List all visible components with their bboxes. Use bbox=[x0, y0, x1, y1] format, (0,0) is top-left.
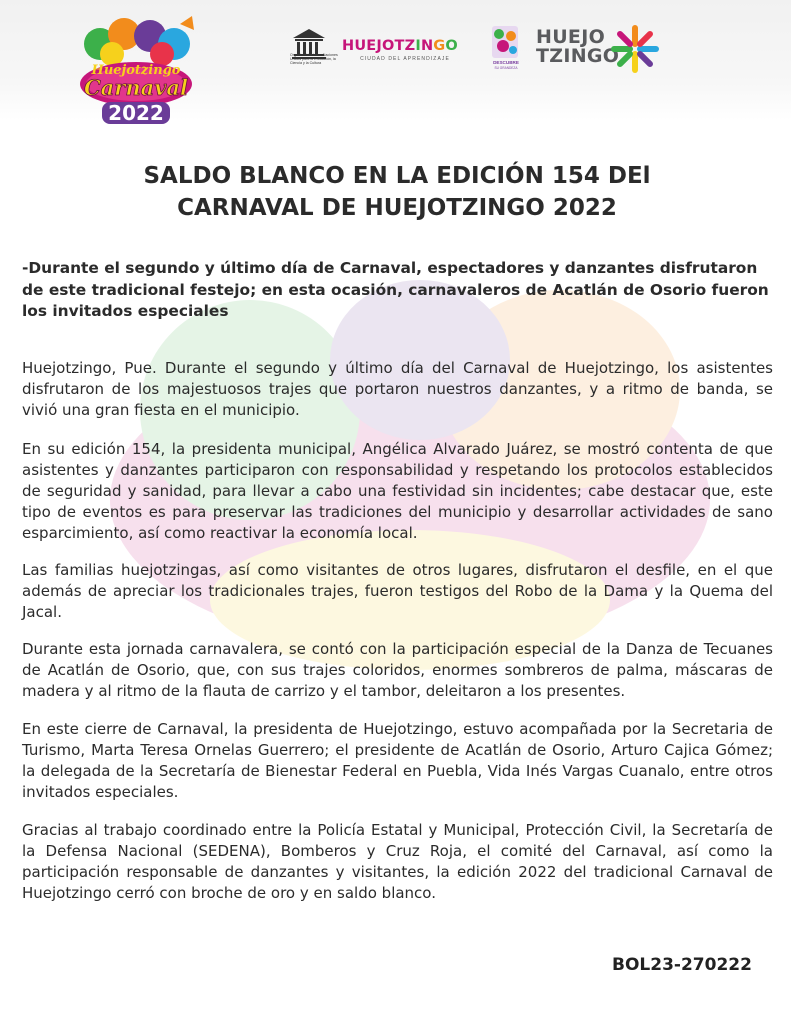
unesco-caption: Organización de las Naciones Unidas para la Educación, la Ciencia y la Cultura bbox=[290, 53, 338, 66]
huejotzingo-logo-subtitle: CIUDAD DEL APRENDIZAJE bbox=[360, 56, 450, 62]
svg-text:2022: 2022 bbox=[108, 101, 164, 125]
svg-text:Huejotzingo: Huejotzingo bbox=[91, 63, 181, 78]
huejotzingo-logo-text: HUEJOTZINGO bbox=[342, 38, 458, 54]
unesco-logo bbox=[285, 26, 333, 78]
document-lead: -Durante el segundo y último día de Carnaval, espectadores y danzantes disfrutaron de este tradicional festejo; en esta ocasión, carnavaleros de Acatlán de Osorio fueron los invitados especiales bbox=[22, 259, 769, 320]
huejo-tzingo-line-1: HUEJO bbox=[536, 26, 606, 48]
huejo-tzingo-line-2: TZINGO bbox=[536, 45, 620, 67]
svg-text:Carnaval: Carnaval bbox=[83, 75, 189, 100]
body-paragraph-1: Huejotzingo, Pue. Durante el segundo y último día del Carnaval de Huejotzingo, los asistentes disfrutaron de los majestuosos trajes que portaron nuestros danzantes, y a ritmo de banda, se vivió una gran fiesta en el municipio. bbox=[22, 359, 773, 419]
body-paragraph-4: Durante esta jornada carnavalera, se contó con la participación especial de la Danza de Tecuanes de Acatlán de Osorio, que, con sus trajes coloridos, enormes sombreros de palma, máscaras de madera y al ritmo de la flauta de carrizo y el tambor, deleitaron a los presentes. bbox=[22, 640, 773, 700]
body-paragraph-5: En este cierre de Carnaval, la presidenta de Huejotzingo, estuvo acompañada por la Secretaria de Turismo, Marta Teresa Ornelas Guerrero; el presidente de Acatlán de Osorio, Arturo Cajica Gómez; la delegada de la Secretaría de Bienestar Federal en Puebla, Vida Inés Vargas Cuanalo, entre otros invitados especiales. bbox=[22, 720, 773, 801]
descubre-text: DESCUBRE bbox=[493, 60, 519, 65]
huejotzingo-ciudad-logo bbox=[342, 38, 468, 66]
carnaval-2022-logo bbox=[72, 14, 200, 130]
bulletin-code: BOL23-270222 bbox=[612, 955, 752, 975]
body-paragraph-2: En su edición 154, la presidenta municipal, Angélica Alvarado Juárez, se mostró contenta de que asistentes y danzantes participaron con responsabilidad y respetando los protocolos establecidos de seguridad y sanidad, para llevar a cabo una festividad sin incidentes; cabe destacar que, este tipo de eventos es para preservar las tradiciones del municipio y desarrollar actividades de sano esparcimiento, así como reactivar la economía local. bbox=[22, 440, 773, 542]
huejo-tzingo-logo bbox=[536, 26, 620, 68]
document-title bbox=[92, 160, 702, 224]
document-title-line-1: SALDO BLANCO EN LA EDICIÓN 154 DEl bbox=[143, 163, 651, 189]
body-paragraph-3: Las familias huejotzingas, así como visitantes de otros lugares, disfrutaron el desfile, en el que además de apreciar los tradicionales trajes, fueron testigos del Robo de la Dama y la Quema del Jacal. bbox=[22, 561, 773, 621]
descubre-subtitle: SU GRANDEZA bbox=[494, 66, 518, 70]
huejotzingo-star-icon bbox=[610, 24, 660, 74]
document-title-line-2: CARNAVAL DE HUEJOTZINGO 2022 bbox=[177, 195, 617, 221]
body-paragraph-6: Gracias al trabajo coordinado entre la Policía Estatal y Municipal, Protección Civil, la Secretaría de la Defensa Nacional (SEDENA), Bomberos y Cruz Roja, el comité del Carnaval, así como la participación responsable de danzantes y visitantes, la edición 2022 del tradicional Carnaval de Huejotzingo cerró con broche de oro y en saldo blanco. bbox=[22, 821, 773, 902]
